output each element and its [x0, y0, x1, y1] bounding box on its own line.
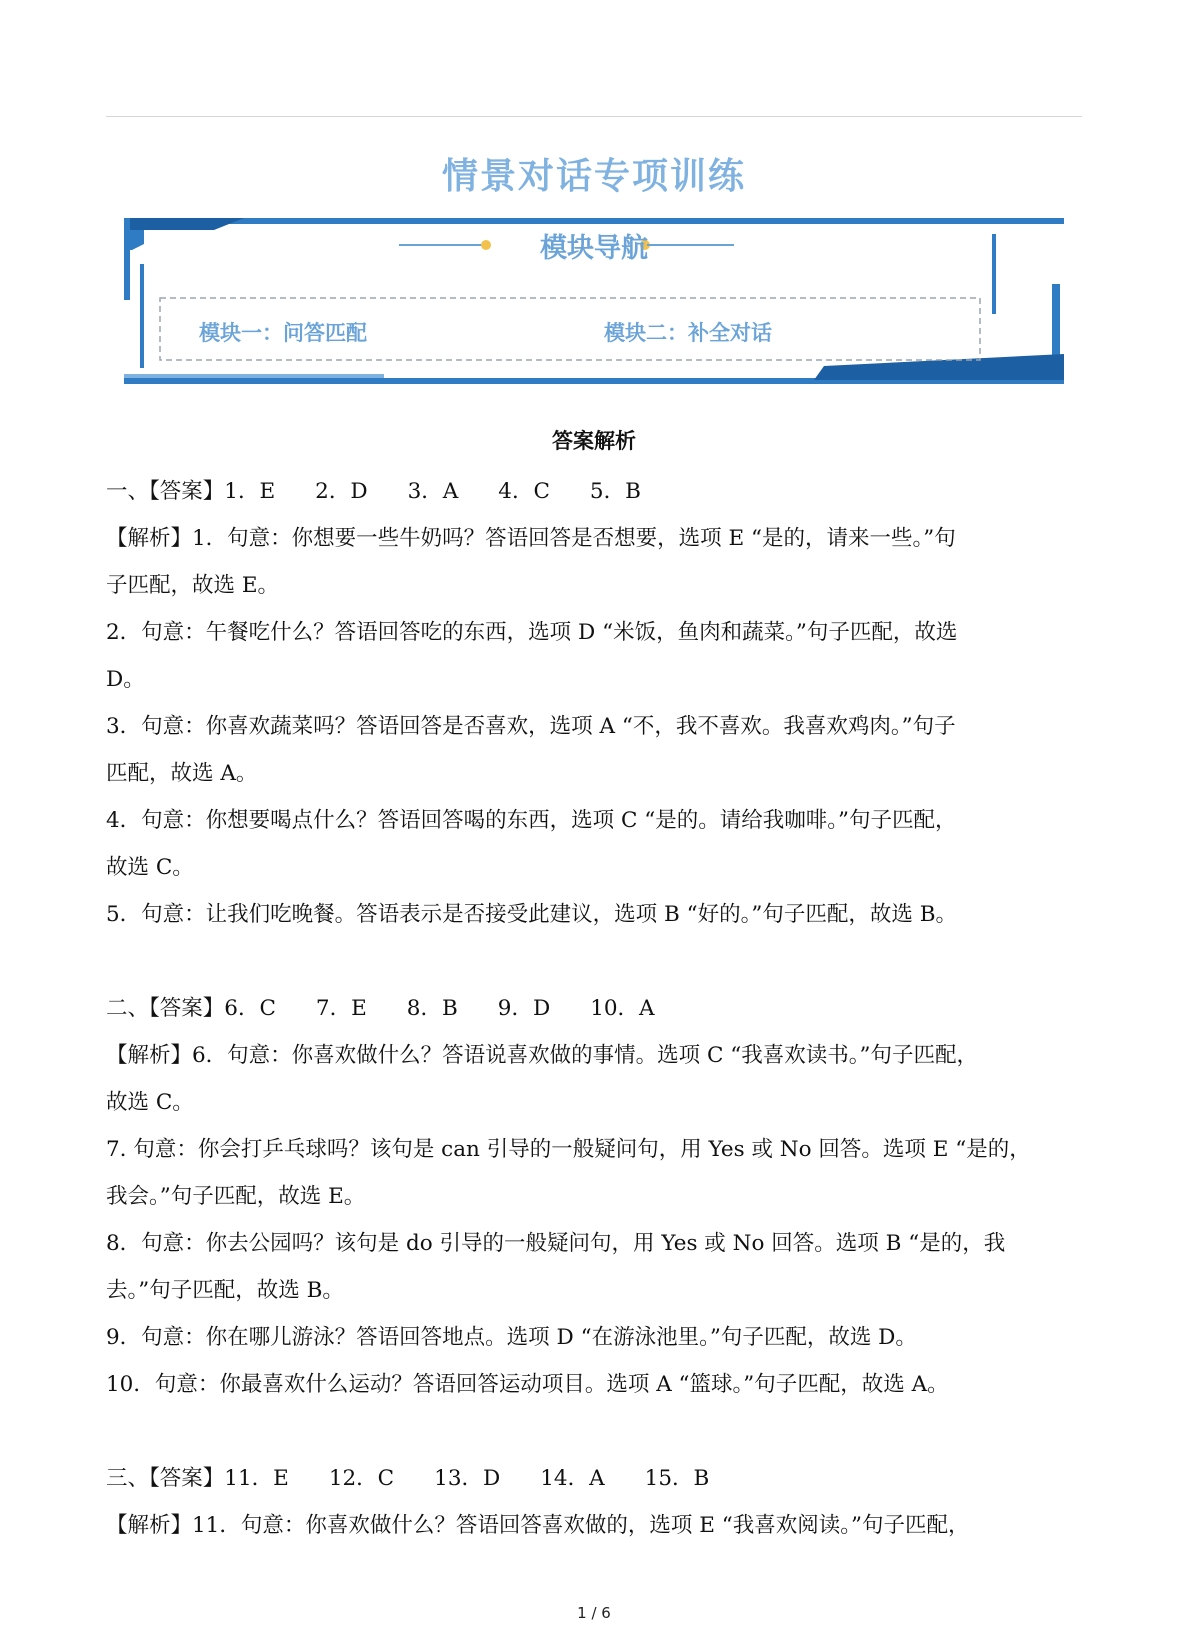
explanation-line: 3．句意：你喜欢蔬菜吗？答语回答是否喜欢，选项 A “不，我不喜欢。我喜欢鸡肉。”句子	[106, 714, 956, 739]
section-3-label: 三、【答案】	[106, 1466, 225, 1491]
answer-item: 14．A	[540, 1466, 605, 1491]
section-3-answers	[106, 1455, 1086, 1502]
answer-item: 5．B	[589, 479, 641, 504]
explanation-line: 故选 C。	[106, 855, 194, 880]
module-navigation-banner	[124, 214, 1064, 386]
section-gap	[106, 938, 1086, 985]
explanation-line: 匹配，故选 A。	[106, 761, 258, 786]
explanation-line: 子匹配，故选 E。	[106, 573, 280, 598]
answer-item: 9．D	[497, 996, 551, 1021]
answer-item: 10．A	[590, 996, 655, 1021]
answer-item: 6．C	[224, 996, 276, 1021]
explanation-line: 7. 句意：你会打乒乓球吗？该句是 can 引导的一般疑问句，用 Yes 或 No 回答。选项 E “是的，	[106, 1137, 1031, 1162]
explanation-line: 4．句意：你想要喝点什么？答语回答喝的东西，选项 C “是的。请给我咖啡。”句子匹配，	[106, 808, 957, 833]
module-two-link[interactable]: 模块二：补全对话	[604, 321, 772, 345]
explanation-line: 【解析】11．句意：你喜欢做什么？答语回答喜欢做的，选项 E “我喜欢阅读。”句子匹配，	[106, 1513, 970, 1538]
explanation-line: 9．句意：你在哪儿游泳？答语回答地点。选项 D “在游泳池里。”句子匹配，故选 D。	[106, 1325, 917, 1350]
page-number: 1 / 6	[577, 1604, 611, 1622]
explanation-line: 5．句意：让我们吃晚餐。答语表示是否接受此建议，选项 B “好的。”句子匹配，故选 B。	[106, 902, 958, 927]
answer-item: 3．A	[407, 479, 459, 504]
answer-item: 4．C	[498, 479, 550, 504]
explanation-line: 8．句意：你去公园吗？该句是 do 引导的一般疑问句，用 Yes 或 No 回答。选项 B “是的，我	[106, 1231, 1006, 1256]
section-2-answers	[106, 985, 1086, 1032]
section-1-answers	[106, 468, 1086, 515]
explanation-line: 我会。”句子匹配，故选 E。	[106, 1184, 366, 1209]
explanation-line: 去。”句子匹配，故选 B。	[106, 1278, 344, 1303]
document-title: 情景对话专项训练	[441, 156, 746, 197]
answer-item: 7．E	[315, 996, 367, 1021]
banner-heading: 模块导航	[540, 233, 648, 264]
header-rule	[106, 116, 1082, 117]
explanation-line: 10．句意：你最喜欢什么运动？答语回答运动项目。选项 A “篮球。”句子匹配，故选 A。	[106, 1372, 949, 1397]
section-2-label: 二、【答案】	[106, 996, 225, 1021]
answer-item: 12．C	[328, 1466, 395, 1491]
answer-item: 2．D	[315, 479, 368, 504]
answer-item: 11．E	[224, 1466, 289, 1491]
section-gap	[106, 1408, 1086, 1455]
explanation-line: 2．句意：午餐吃什么？答语回答吃的东西，选项 D “米饭，鱼肉和蔬菜。”句子匹配，故选	[106, 620, 958, 645]
explanation-line: 【解析】1．句意：你想要一些牛奶吗？答语回答是否想要，选项 E “是的，请来一些。”句	[106, 526, 956, 551]
explanation-line: D。	[106, 667, 145, 692]
answer-item: 8．B	[406, 996, 458, 1021]
module-one-link[interactable]: 模块一：问答匹配	[199, 321, 367, 345]
section-1-label: 一、【答案】	[106, 479, 225, 504]
answer-heading: 答案解析	[552, 429, 636, 453]
answer-item: 15．B	[644, 1466, 710, 1491]
answer-content	[106, 468, 1086, 1549]
answer-item: 13．D	[434, 1466, 501, 1491]
explanation-line: 故选 C。	[106, 1090, 194, 1115]
explanation-line: 【解析】6．句意：你喜欢做什么？答语说喜欢做的事情。选项 C “我喜欢读书。”句子匹配，	[106, 1043, 979, 1068]
answer-item: 1．E	[224, 479, 276, 504]
